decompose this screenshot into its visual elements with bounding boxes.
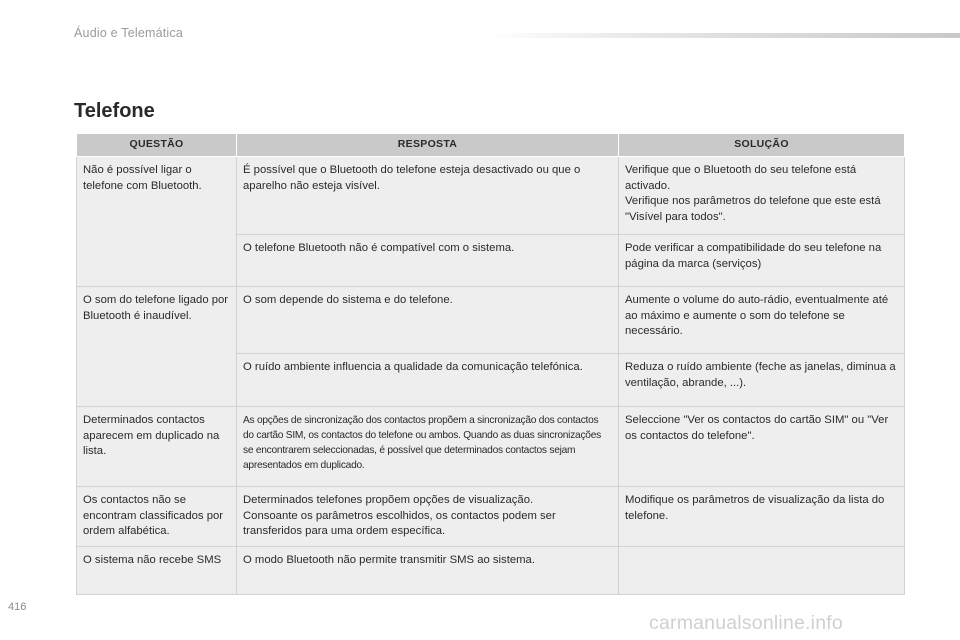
page-title: Telefone	[74, 100, 155, 122]
column-header-solution: SOLUÇÃO	[619, 134, 905, 157]
header-decorative-bar	[485, 33, 960, 38]
column-header-response: RESPOSTA	[237, 134, 619, 157]
response-cell: Determinados telefones propõem opções de visualização. Consoante os parâmetros escolhidos, os contactos podem ser transferidos para uma ordem específica.	[237, 487, 619, 547]
response-cell: É possível que o Bluetooth do telefone esteja desactivado ou que o aparelho não esteja visível.	[237, 157, 619, 235]
solution-cell: Reduza o ruído ambiente (feche as janelas, diminua a ventilação, abrande, ...).	[619, 354, 905, 407]
response-cell: O som depende do sistema e do telefone.	[237, 287, 619, 354]
table-row	[77, 547, 905, 595]
table-row	[77, 287, 905, 354]
table-row	[77, 487, 905, 547]
solution-cell	[619, 547, 905, 595]
question-cell: Determinados contactos aparecem em duplicado na lista.	[77, 407, 237, 487]
response-cell: O ruído ambiente influencia a qualidade da comunicação telefónica.	[237, 354, 619, 407]
response-cell: As opções de sincronização dos contactos propõem a sincronização dos contactos do cartão SIM, os contactos do telefone ou ambos. Quando as duas sincronizações se encontrarem seleccionadas, é possível que determinados contactos sejam apresentados em duplicado.	[237, 407, 619, 487]
question-cell: Não é possível ligar o telefone com Bluetooth.	[77, 157, 237, 287]
solution-cell: Pode verificar a compatibilidade do seu telefone na página da marca (serviços)	[619, 235, 905, 287]
solution-cell: Seleccione "Ver os contactos do cartão SIM" ou "Ver os contactos do telefone".	[619, 407, 905, 487]
table-header-row	[77, 134, 905, 157]
response-cell: O modo Bluetooth não permite transmitir SMS ao sistema.	[237, 547, 619, 595]
faq-table	[76, 133, 905, 595]
watermark-text: carmanualsonline.info	[649, 612, 843, 634]
question-cell: O som do telefone ligado por Bluetooth é inaudível.	[77, 287, 237, 407]
header-section-title: Áudio e Telemática	[74, 26, 183, 40]
response-cell: O telefone Bluetooth não é compatível com o sistema.	[237, 235, 619, 287]
solution-cell: Modifique os parâmetros de visualização da lista do telefone.	[619, 487, 905, 547]
column-header-question: QUESTÃO	[77, 134, 237, 157]
table-row	[77, 157, 905, 235]
table-row	[77, 407, 905, 487]
solution-cell: Verifique que o Bluetooth do seu telefone está activado. Verifique nos parâmetros do telefone que este está "Visível para todos".	[619, 157, 905, 235]
question-cell: Os contactos não se encontram classificados por ordem alfabética.	[77, 487, 237, 547]
page-number: 416	[8, 601, 27, 613]
question-cell: O sistema não recebe SMS	[77, 547, 237, 595]
solution-cell: Aumente o volume do auto-rádio, eventualmente até ao máximo e aumente o som do telefone se necessário.	[619, 287, 905, 354]
